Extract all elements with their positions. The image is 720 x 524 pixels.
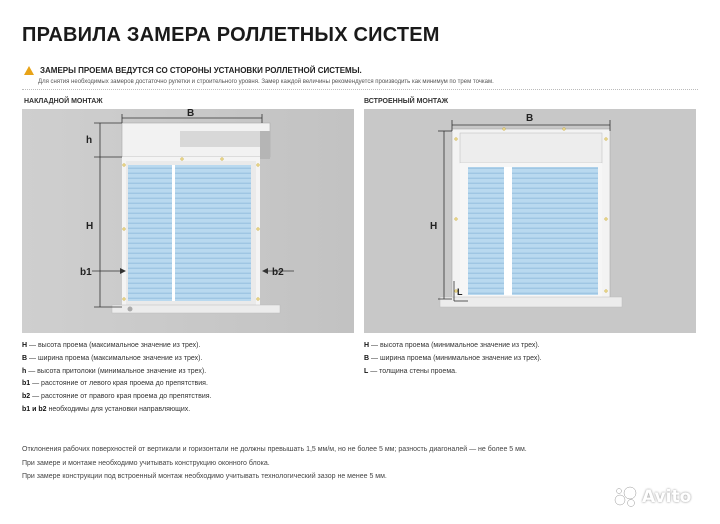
- warning-row: [24, 66, 362, 75]
- label-B: B: [526, 113, 534, 124]
- page-title: ПРАВИЛА ЗАМЕРА РОЛЛЕТНЫХ СИСТЕМ: [22, 24, 440, 46]
- right-shutter: [175, 165, 251, 301]
- warning-main-text: ЗАМЕРЫ ПРОЕМА ВЕДУТСЯ СО СТОРОНЫ УСТАНОВКИ РОЛЛЕТНОЙ СИСТЕМЫ.: [40, 66, 362, 75]
- left-legend: [22, 340, 212, 417]
- roller-box: [460, 133, 602, 163]
- window-sill: [112, 305, 280, 313]
- note-line: При замере конструкции под встроенный монтаж необходимо учитывать технологический зазор не менее 5 мм.: [22, 473, 387, 480]
- label-H: H: [86, 221, 94, 232]
- right-shutter: [512, 167, 598, 295]
- legend-item: H — высота проема (максимальное значение из трех).: [22, 342, 201, 349]
- divider: [22, 89, 698, 90]
- legend-item: b2 — расстояние от правого края проема до препятствия.: [22, 393, 212, 401]
- label-B: B: [187, 109, 195, 119]
- notes: [22, 443, 527, 484]
- legend-item: b1 — расстояние от левого края проема до препятствия.: [22, 380, 208, 388]
- watermark-text: Avito: [642, 487, 692, 507]
- legend-item: B — ширина проема (минимальное значение из трех).: [364, 354, 542, 362]
- watermark: [612, 486, 691, 508]
- label-b2: b2: [272, 267, 284, 278]
- built-in-mount-illustration: [364, 109, 696, 333]
- legend-item: B — ширина проема (максимальное значение из трех).: [22, 354, 203, 362]
- roller-box-side: [260, 131, 270, 159]
- avito-logo-icon: [612, 486, 638, 508]
- legend-item: H — высота проема (минимальное значение из трех).: [364, 342, 540, 349]
- right-legend: [364, 340, 542, 378]
- legend-item: b1 и b2 необходимы для установки направляющих.: [22, 405, 191, 413]
- roller-box-inner: [180, 131, 270, 147]
- left-shutter: [128, 165, 172, 301]
- note-line: Отклонения рабочих поверхностей от вертикали и горизонтали не должны превышать 1,5 мм/м, но не более 5 мм; разность диагоналей — не более 5 мм.: [22, 446, 527, 453]
- note-line: При замере и монтаже необходимо учитывать конструкцию оконного блока.: [22, 459, 270, 467]
- window-mullion: [504, 167, 512, 295]
- legend-item: h — высота притолоки (минимальное значение из трех).: [22, 367, 207, 375]
- left-shutter: [468, 167, 504, 295]
- label-L: L: [457, 287, 463, 297]
- label-H: H: [430, 221, 438, 232]
- overlay-mount-diagram: [22, 109, 354, 333]
- overlay-mount-illustration: [22, 109, 354, 333]
- window-mullion: [172, 165, 175, 301]
- right-section-heading: ВСТРОЕННЫЙ МОНТАЖ: [364, 98, 449, 105]
- warning-icon: [24, 66, 34, 75]
- label-h: h: [86, 135, 93, 146]
- sill-bolt: [128, 307, 133, 312]
- built-in-mount-diagram: [364, 109, 696, 333]
- legend-item: L — толщина стены проема.: [364, 367, 457, 375]
- window-sill: [440, 297, 622, 307]
- left-section-heading: НАКЛАДНОЙ МОНТАЖ: [24, 98, 103, 105]
- warning-sub-text: Для снятия необходимых замеров достаточно рулетки и строительного уровня. Замер каждой величины рекомендуется производить как минимум по трем точкам.: [38, 79, 494, 85]
- label-b1: b1: [80, 267, 92, 278]
